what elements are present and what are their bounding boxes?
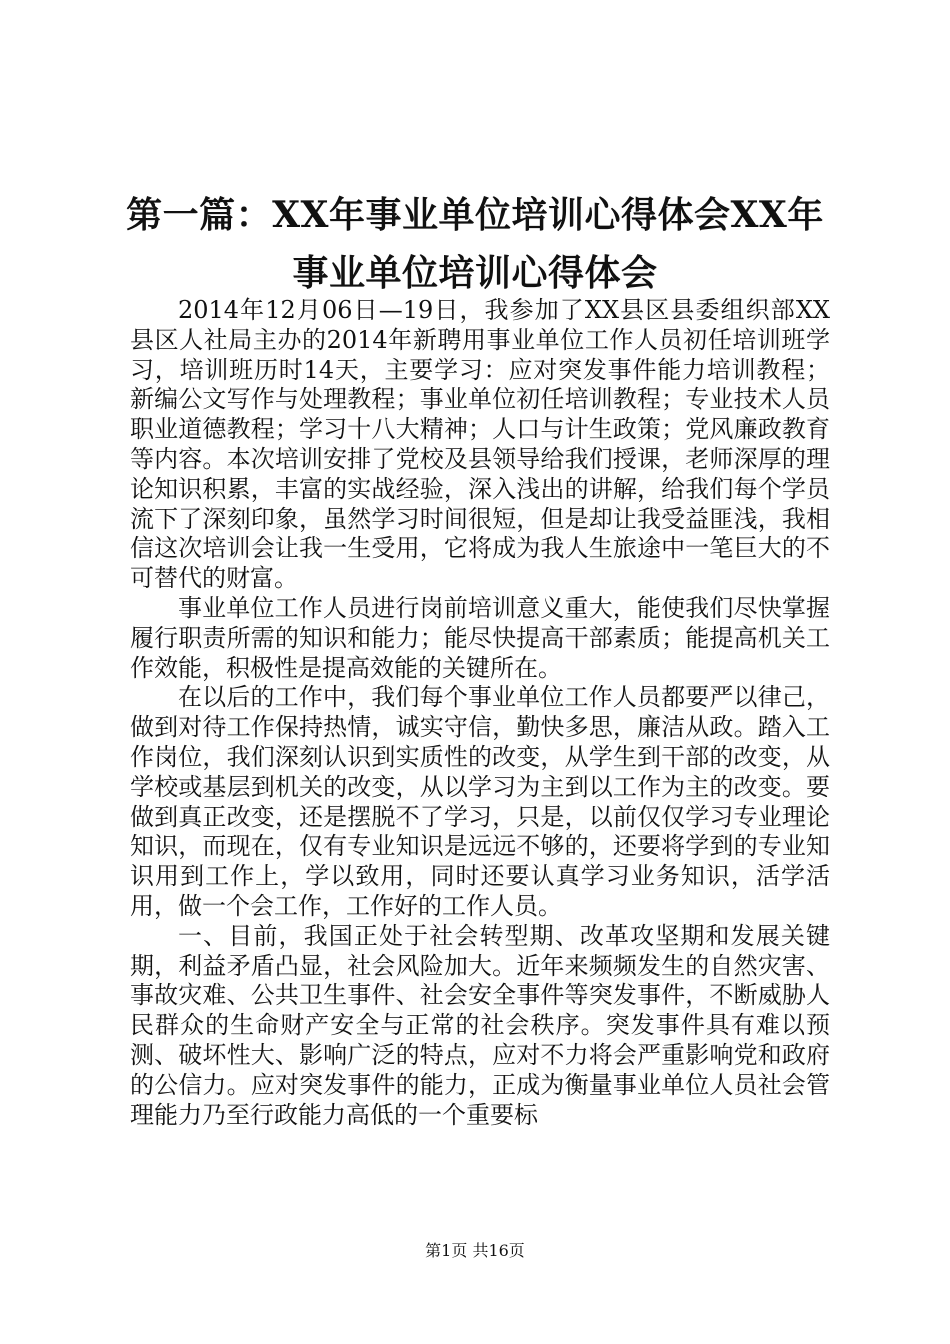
paragraph-1: 2014年12月06日—19日，我参加了XX县区县委组织部XX县区人社局主办的2014年新聘用事业单位工作人员初任培训班学习，培训班历时14天，主要学习：应对突发事件能力培训教程；新编公文写作与处理教程；事业单位初任培训教程；专业技术人员职业道德教程；学习十八大精神；人口与计生政策；党风廉政教育等内容。本次培训安排了党校及县领导给我们授课，老师深厚的理论知识积累，丰富的实战经验，深入浅出的讲解，给我们每个学员流下了深刻印象，虽然学习时间很短，但是却让我受益匪浅，我相信这次培训会让我一生受用，它将成为我人生旅途中一笔巨大的不可替代的财富。 xyxy=(130,296,830,593)
document-body xyxy=(130,296,830,1130)
paragraph-3: 在以后的工作中，我们每个事业单位工作人员都要严以律己，做到对待工作保持热情，诚实守信，勤快多思，廉洁从政。踏入工作岗位，我们深刻认识到实质性的改变，从学生到干部的改变，从学校或基层到机关的改变，从以学习为主到以工作为主的改变。要做到真正改变，还是摆脱不了学习，只是，以前仅仅学习专业理论知识，而现在，仅有专业知识是远远不够的，还要将学到的专业知识用到工作上，学以致用，同时还要认真学习业务知识，活学活用，做一个会工作，工作好的工作人员。 xyxy=(130,683,830,920)
paragraph-4: 一、目前，我国正处于社会转型期、改革攻坚期和发展关键期，利益矛盾凸显，社会风险加大。近年来频频发生的自然灾害、事故灾难、公共卫生事件、社会安全事件等突发事件，不断威胁人民群众的生命财产安全与正常的社会秩序。突发事件具有难以预测、破坏性大、影响广泛的特点，应对不力将会严重影响党和政府的公信力。应对突发事件的能力，正成为衡量事业单位人员社会管理能力乃至行政能力高低的一个重要标 xyxy=(130,921,830,1129)
document-title: 第一篇：XX年事业单位培训心得体会XX年事业单位培训心得体会 xyxy=(126,194,824,294)
page-footer: 第1页 共16页 xyxy=(425,1241,525,1260)
paragraph-2: 事业单位工作人员进行岗前培训意义重大，能使我们尽快掌握履行职责所需的知识和能力；能尽快提高干部素质；能提高机关工作效能，积极性是提高效能的关键所在。 xyxy=(130,593,830,682)
